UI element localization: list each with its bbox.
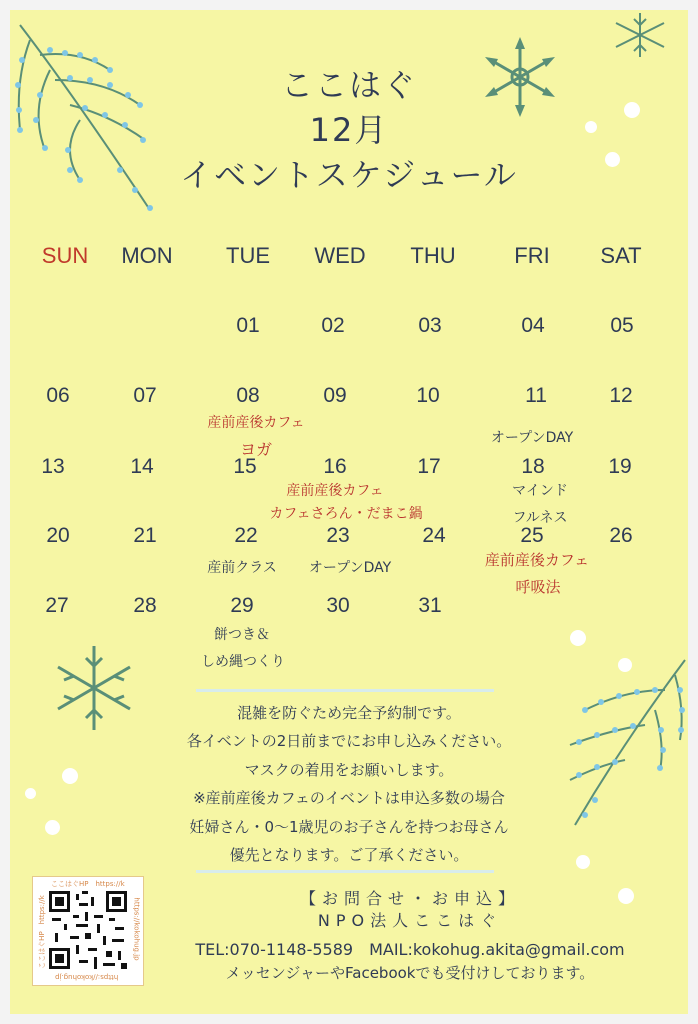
calendar-day: 18 (521, 455, 545, 478)
qr-caption-right: https://kokohug.jp (132, 897, 141, 961)
contact-messenger: メッセンジャーやFacebookでも受付けしております。 (225, 964, 595, 982)
weekday-mon: MON (121, 243, 173, 268)
weekday-sun: SUN (41, 243, 89, 268)
poster-title-org: ここはぐ (280, 66, 417, 104)
event-label: 餅つき＆ (214, 627, 270, 643)
weekday-wed: WED (314, 243, 366, 268)
calendar-day: 05 (610, 314, 634, 337)
note-line: 各イベントの2日前までにお申し込みください。 (186, 732, 512, 750)
calendar-day: 12 (609, 384, 633, 407)
calendar-day: 03 (418, 314, 442, 337)
calendar-day: 11 (525, 384, 547, 407)
calendar-day: 06 (46, 384, 70, 407)
calendar-day: 31 (418, 594, 442, 617)
note-line: 混雑を防ぐため完全予約制です。 (237, 704, 461, 722)
event-label: 産前産後カフェ (484, 551, 590, 569)
calendar-day: 14 (130, 455, 154, 478)
event-label: カフェさろん・だまこ鍋 (269, 506, 423, 522)
calendar-day: 09 (323, 384, 347, 407)
calendar-day: 29 (230, 594, 254, 617)
contact-heading: 【お問合せ・お申込】 (299, 889, 520, 908)
event-label: フルネス (512, 510, 568, 526)
calendar-day: 30 (326, 594, 350, 617)
event-label: 産前産後カフェ (207, 415, 305, 431)
calendar-day: 22 (234, 524, 258, 547)
calendar-day: 20 (46, 524, 70, 547)
poster-title-schedule: イベントスケジュール (180, 156, 518, 194)
snowflake-icon (612, 12, 668, 58)
weekday-fri: FRI (514, 243, 550, 268)
event-label: オープンDAY (308, 560, 392, 576)
contact-tel-mail[interactable]: TEL:070-1148-5589 MAIL:kokohug.akita@gmail.com (195, 940, 625, 959)
contact-org: NPO法人ここはぐ (317, 911, 503, 930)
event-label: しめ縄つくり (201, 654, 285, 670)
qr-caption-top: ここはぐHP https://k (51, 880, 125, 888)
qr-caption-bottom: https://kokohug.jp (55, 973, 119, 981)
note-line: マスクの着用をお願いします。 (244, 761, 454, 779)
calendar-day: 02 (321, 314, 345, 337)
decor-dot (570, 630, 586, 646)
weekday-thu: THU (410, 243, 456, 268)
calendar-day: 19 (608, 455, 632, 478)
calendar-day: 04 (521, 314, 545, 337)
calendar-day: 10 (416, 384, 440, 407)
event-label: オープンDAY (490, 430, 574, 446)
note-line: ※産前産後カフェのイベントは申込多数の場合 (193, 789, 505, 807)
calendar-day: 17 (417, 455, 441, 478)
event-label: ヨガ (239, 440, 273, 459)
qr-code[interactable] (32, 876, 144, 986)
calendar-day: 25 (520, 524, 544, 547)
qr-caption-left: ここはぐHP https://k (37, 895, 46, 969)
calendar-day: 08 (236, 384, 260, 407)
calendar-day: 15 (233, 455, 257, 478)
calendar-day: 21 (133, 524, 157, 547)
event-label: 産前クラス (207, 560, 277, 576)
event-poster (10, 10, 688, 1014)
weekday-sat: SAT (600, 243, 642, 268)
calendar-day: 23 (326, 524, 350, 547)
calendar-day: 28 (133, 594, 157, 617)
weekday-tue: TUE (226, 243, 270, 268)
divider (196, 870, 494, 873)
event-label: マインド (512, 483, 568, 499)
calendar-day: 13 (41, 455, 65, 478)
calendar-day: 16 (323, 455, 347, 478)
poster-title-month: 12月 (309, 111, 389, 149)
calendar-day: 07 (133, 384, 157, 407)
calendar-day: 01 (236, 314, 260, 337)
decor-dot (618, 658, 632, 672)
event-label: 呼吸法 (515, 578, 561, 596)
note-line: 妊婦さん・0～1歳児のお子さんを持つお母さん (189, 818, 509, 836)
event-label: 産前産後カフェ (286, 483, 384, 499)
note-line: 優先となります。ご了承ください。 (229, 846, 469, 864)
calendar-day: 27 (45, 594, 69, 617)
calendar-day: 24 (422, 524, 446, 547)
divider (196, 689, 494, 692)
qr-pattern (49, 891, 127, 969)
calendar-day: 26 (609, 524, 633, 547)
